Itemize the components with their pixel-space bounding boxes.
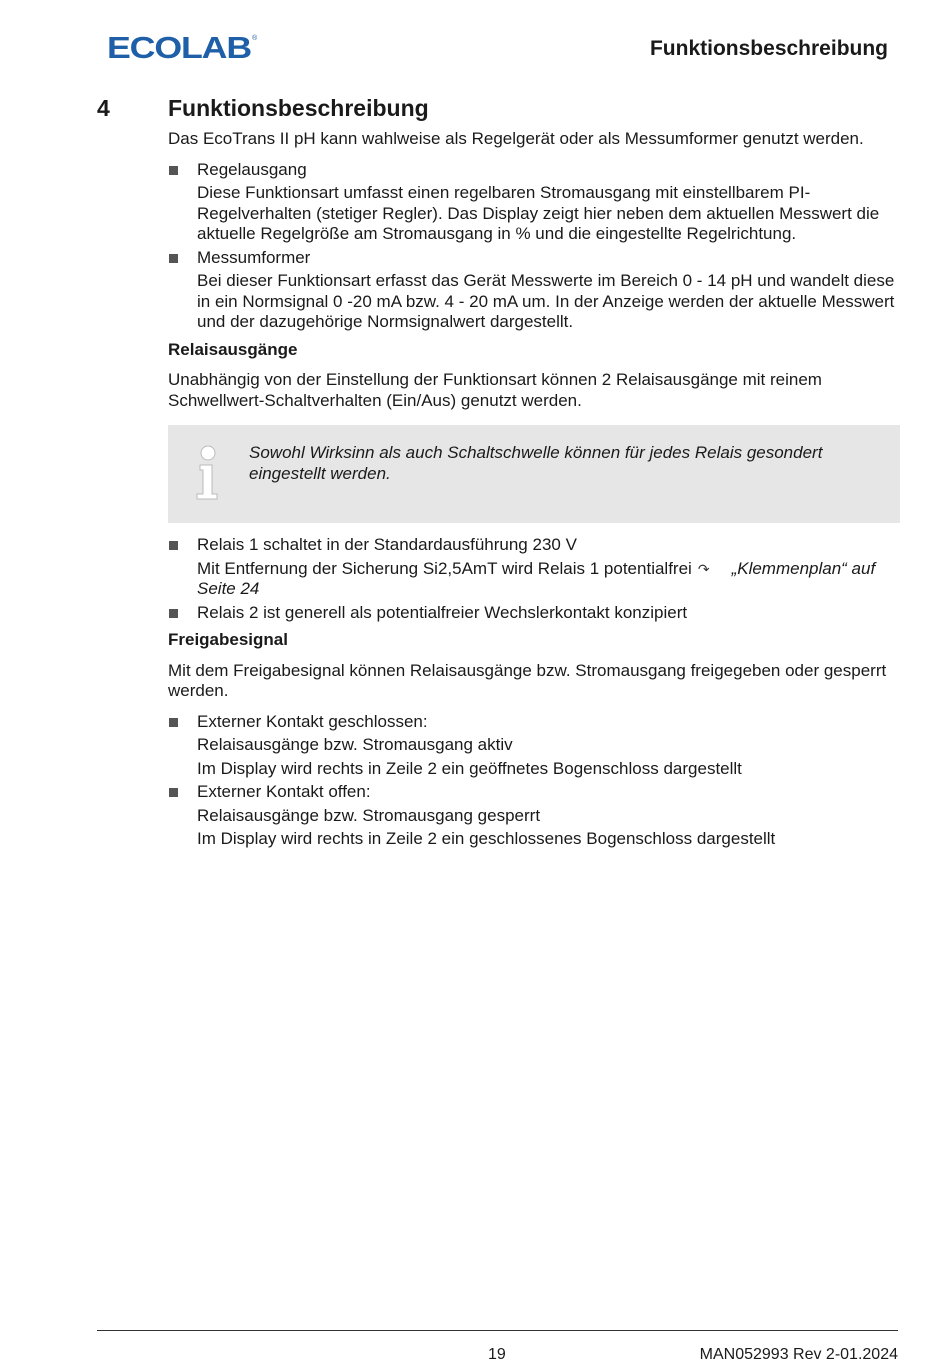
list-item-label: Regelausgang [197,159,307,179]
list-item-text [197,559,900,600]
list-item-regelausgang [168,160,900,245]
list-item-kontakt-geschlossen [168,712,900,780]
document-id: MAN052993 Rev 2-01.2024 [699,1346,898,1363]
list-item-text: Bei dieser Funktionsart erfasst das Gerät Messwerte im Bereich 0 - 14 pH und wandelt diese in ein Normsignal 0 -20 mA bzw. 4 - 20 mA um. In der Anzeige werden der aktuelle Messwert und der dazugehörige Normsignalwert dargestellt. [197,271,895,331]
note-text: Sowohl Wirksinn als auch Schaltschwelle können für jedes Relais gesondert eingestellt werden. [249,443,823,483]
svg-text:ECOLAB: ECOLAB [107,31,251,61]
freigabe-paragraph: Mit dem Freigabesignal können Relaisausgänge bzw. Stromausgang freigegeben oder gesperrt werden. [168,660,887,700]
relais-paragraph: Unabhängig von der Einstellung der Funktionsart können 2 Relaisausgänge mit reinem Schwellwert-Schaltverhalten (Ein/Aus) genutzt werden. [168,370,822,410]
page-number: 19 [488,1346,506,1363]
list-item-relais1 [168,535,900,600]
list-item-kontakt-offen [168,782,900,850]
list-item-line: Relaisausgänge bzw. Stromausgang gesperrt [197,805,541,825]
list-item-line: Relaisausgänge bzw. Stromausgang aktiv [197,735,513,754]
section-heading-freigabe: Freigabesignal [168,630,288,649]
list-item-line: Im Display wird rechts in Zeile 2 ein geöffnetes Bogenschloss dargestellt [197,758,742,778]
klemmenplan-link[interactable]: „Klemmenplan“ auf Seite 24 [197,558,876,598]
list-item-label: Relais 1 schaltet in der Standardausführung 230 V [197,535,577,554]
list-item-label: Externer Kontakt offen: [197,782,371,801]
link-arrow-icon: ↷ [697,560,710,577]
relais1-text: Mit Entfernung der Sicherung Si2,5AmT wird Relais 1 potentialfrei [197,558,692,578]
chapter-number: 4 [97,95,110,121]
footer-divider [97,1330,898,1331]
info-icon [193,445,223,501]
chapter-title: Funktionsbeschreibung [168,95,429,121]
list-item-line: Im Display wird rechts in Zeile 2 ein geschlossenes Bogenschloss dargestellt [197,829,776,848]
list-item-relais2 [168,603,900,624]
list-item-label: Relais 2 ist generell als potentialfreier Wechslerkontakt konzipiert [197,602,688,622]
list-item-label: Messumformer [197,247,311,267]
header-title: Funktionsbeschreibung [649,37,888,60]
info-note [168,425,900,523]
section-heading-relais: Relaisausgänge [168,339,298,359]
list-item-label: Externer Kontakt geschlossen: [197,711,428,731]
list-item-messumformer [168,248,900,333]
svg-text:®: ® [252,35,257,42]
list-item-text: Diese Funktionsart umfasst einen regelbaren Stromausgang mit einstellbarem PI-Regelverhalten (stetiger Regler). Das Display zeigt hier neben dem aktuellen Messwert die aktuelle Regelgröße am Stromausgang in % und die eingestellte Regelrichtung. [197,183,880,243]
ecolab-logo [107,31,257,61]
intro-paragraph: Das EcoTrans II pH kann wahlweise als Regelgerät oder als Messumformer genutzt werden. [168,129,864,148]
main-content [168,129,900,853]
